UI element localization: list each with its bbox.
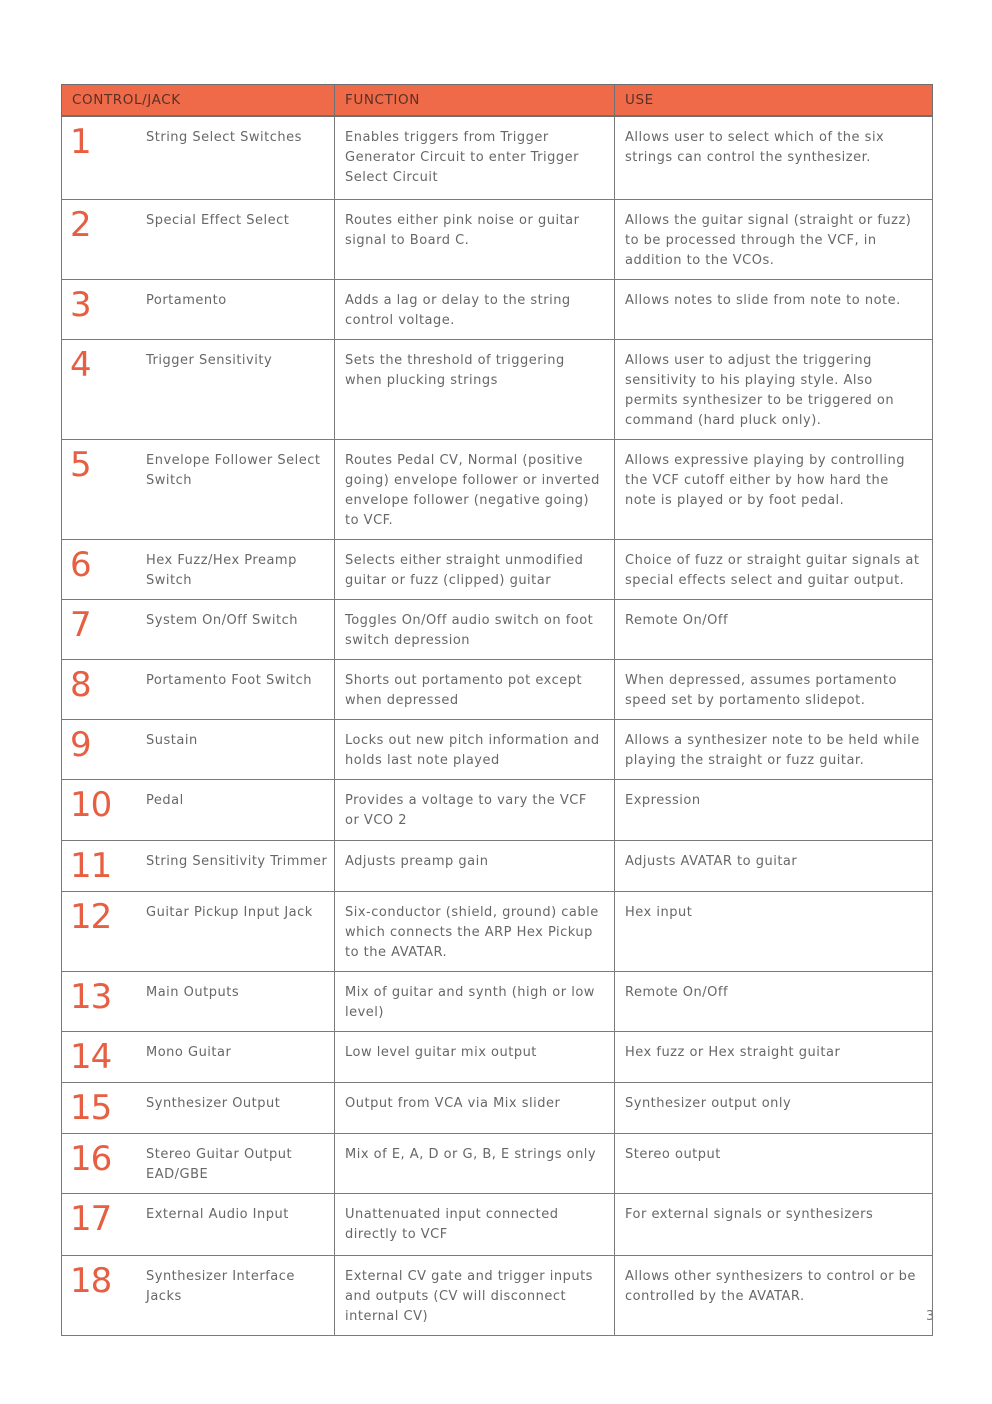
row-number: 7 [70,604,91,645]
table-row [62,439,933,539]
control-cell-content [70,122,330,162]
control-cell [62,779,335,840]
control-cell-content [70,1198,330,1239]
control-cell [62,1193,335,1255]
function-cell: Mix of E, A, D or G, B, E strings only [335,1133,615,1193]
function-cell: Provides a voltage to vary the VCF or VCO 2 [335,779,615,840]
control-name: Main Outputs [146,984,240,1000]
use-cell: Choice of fuzz or straight guitar signals at special effects select and guitar output. [615,539,933,599]
table-row [62,1193,933,1255]
function-cell: Sets the threshold of triggering when plucking strings [335,339,615,439]
table-row [62,779,933,840]
control-cell [62,1082,335,1133]
control-cell-content [70,845,330,886]
control-cell [62,599,335,659]
control-cell-content [70,1087,330,1128]
control-name: Trigger Sensitivity [146,352,273,368]
control-cell [62,199,335,279]
control-name: System On/Off Switch [146,612,298,628]
control-cell [62,1031,335,1082]
control-name: Sustain [146,732,198,748]
control-name: Portamento Foot Switch [146,672,312,688]
function-cell: Toggles On/Off audio switch on foot switch depression [335,599,615,659]
control-name: String Select Switches [146,130,302,145]
use-cell: Remote On/Off [615,971,933,1031]
table-row [62,116,933,199]
controls-table-container [61,84,935,1336]
control-cell [62,659,335,719]
function-cell: Adjusts preamp gain [335,840,615,891]
row-number: 4 [70,344,91,385]
function-cell: External CV gate and trigger inputs and outputs (CV will disconnect internal CV) [335,1255,615,1335]
use-cell: When depressed, assumes portamento speed set by portamento slidepot. [615,659,933,719]
control-cell-content [70,896,330,937]
function-cell: Selects either straight unmodified guitar or fuzz (clipped) guitar [335,539,615,599]
control-cell-content [70,604,330,645]
control-name: Portamento [146,292,227,308]
use-cell: Stereo output [615,1133,933,1193]
header-control-jack: CONTROL/JACK [62,85,335,117]
use-cell: Remote On/Off [615,599,933,659]
table-row [62,279,933,339]
table-row [62,1082,933,1133]
row-number: 10 [70,784,112,825]
table-header-row [62,85,933,117]
use-cell: Hex fuzz or Hex straight guitar [615,1031,933,1082]
control-name: String Sensitivity Trimmer [146,853,328,869]
table-row [62,719,933,779]
control-name: Mono Guitar [146,1044,232,1060]
control-cell [62,279,335,339]
row-number: 13 [70,976,112,1017]
row-number: 18 [70,1260,112,1301]
controls-table [61,84,933,1336]
control-cell-content [70,284,330,325]
control-cell [62,439,335,539]
control-cell-content [70,1260,330,1307]
table-row [62,199,933,279]
control-name: Stereo Guitar Output EAD/GBE [146,1146,293,1182]
use-cell: Allows a synthesizer note to be held while playing the straight or fuzz guitar. [615,719,933,779]
control-name: External Audio Input [146,1206,289,1222]
header-function: FUNCTION [335,85,615,117]
control-cell-content [70,1138,330,1185]
row-number: 16 [70,1138,112,1179]
control-cell-content [70,724,330,765]
row-number: 3 [70,284,91,325]
control-cell-content [70,344,330,385]
row-number: 8 [70,664,91,705]
table-row [62,1133,933,1193]
row-number: 11 [70,845,112,886]
control-cell-content [70,204,330,245]
table-row [62,891,933,971]
row-number: 12 [70,896,112,937]
control-cell-content [70,444,330,491]
table-row [62,1031,933,1082]
use-cell: For external signals or synthesizers [615,1193,933,1255]
use-cell: Hex input [615,891,933,971]
control-cell-content [70,544,330,591]
control-name: Pedal [146,792,184,808]
control-cell [62,339,335,439]
control-cell [62,1255,335,1335]
use-cell: Expression [615,779,933,840]
function-cell: Shorts out portamento pot except when depressed [335,659,615,719]
table-row [62,1255,933,1335]
control-cell-content [70,976,330,1017]
row-number: 9 [70,724,91,765]
row-number: 15 [70,1087,112,1128]
use-cell: Allows the guitar signal (straight or fuzz) to be processed through the VCF, in addition to the VCOs. [615,199,933,279]
use-cell: Synthesizer output only [615,1082,933,1133]
function-cell: Mix of guitar and synth (high or low level) [335,971,615,1031]
control-name: Guitar Pickup Input Jack [146,904,313,920]
control-name: Synthesizer Interface Jacks [146,1268,295,1304]
function-cell: Routes Pedal CV, Normal (positive going) envelope follower or inverted envelope follower (negative going) to VCF. [335,439,615,539]
table-row [62,840,933,891]
control-cell-content [70,664,330,705]
table-row [62,659,933,719]
header-use: USE [615,85,933,117]
control-name: Special Effect Select [146,212,290,228]
page-number: 3 [926,1309,935,1324]
control-cell [62,116,335,199]
function-cell: Six-conductor (shield, ground) cable which connects the ARP Hex Pickup to the AVATAR. [335,891,615,971]
control-cell [62,719,335,779]
control-cell-content [70,1036,330,1077]
table-row [62,539,933,599]
function-cell: Routes either pink noise or guitar signal to Board C. [335,199,615,279]
row-number: 1 [70,122,91,162]
table-row [62,339,933,439]
function-cell: Enables triggers from Trigger Generator Circuit to enter Trigger Select Circuit [335,116,615,199]
use-cell: Allows expressive playing by controlling the VCF cutoff either by how hard the note is played or by foot pedal. [615,439,933,539]
control-cell [62,891,335,971]
table-row [62,971,933,1031]
function-cell: Adds a lag or delay to the string control voltage. [335,279,615,339]
control-cell [62,840,335,891]
function-cell: Output from VCA via Mix slider [335,1082,615,1133]
control-cell-content [70,784,330,825]
control-name: Synthesizer Output [146,1095,281,1111]
control-cell [62,1133,335,1193]
function-cell: Locks out new pitch information and holds last note played [335,719,615,779]
use-cell: Allows notes to slide from note to note. [615,279,933,339]
control-cell [62,539,335,599]
function-cell: Unattenuated input connected directly to VCF [335,1193,615,1255]
row-number: 2 [70,204,91,245]
row-number: 6 [70,544,91,585]
use-cell: Allows other synthesizers to control or be controlled by the AVATAR. [615,1255,933,1335]
control-name: Hex Fuzz/Hex Preamp Switch [146,552,297,588]
row-number: 14 [70,1036,112,1077]
use-cell: Allows user to adjust the triggering sensitivity to his playing style. Also permits synthesizer to be triggered on command (hard pluck only). [615,339,933,439]
control-cell [62,971,335,1031]
table-row [62,599,933,659]
row-number: 17 [70,1198,112,1239]
control-name: Envelope Follower Select Switch [146,452,321,488]
function-cell: Low level guitar mix output [335,1031,615,1082]
use-cell: Allows user to select which of the six strings can control the synthesizer. [615,116,933,199]
use-cell: Adjusts AVATAR to guitar [615,840,933,891]
row-number: 5 [70,444,91,485]
